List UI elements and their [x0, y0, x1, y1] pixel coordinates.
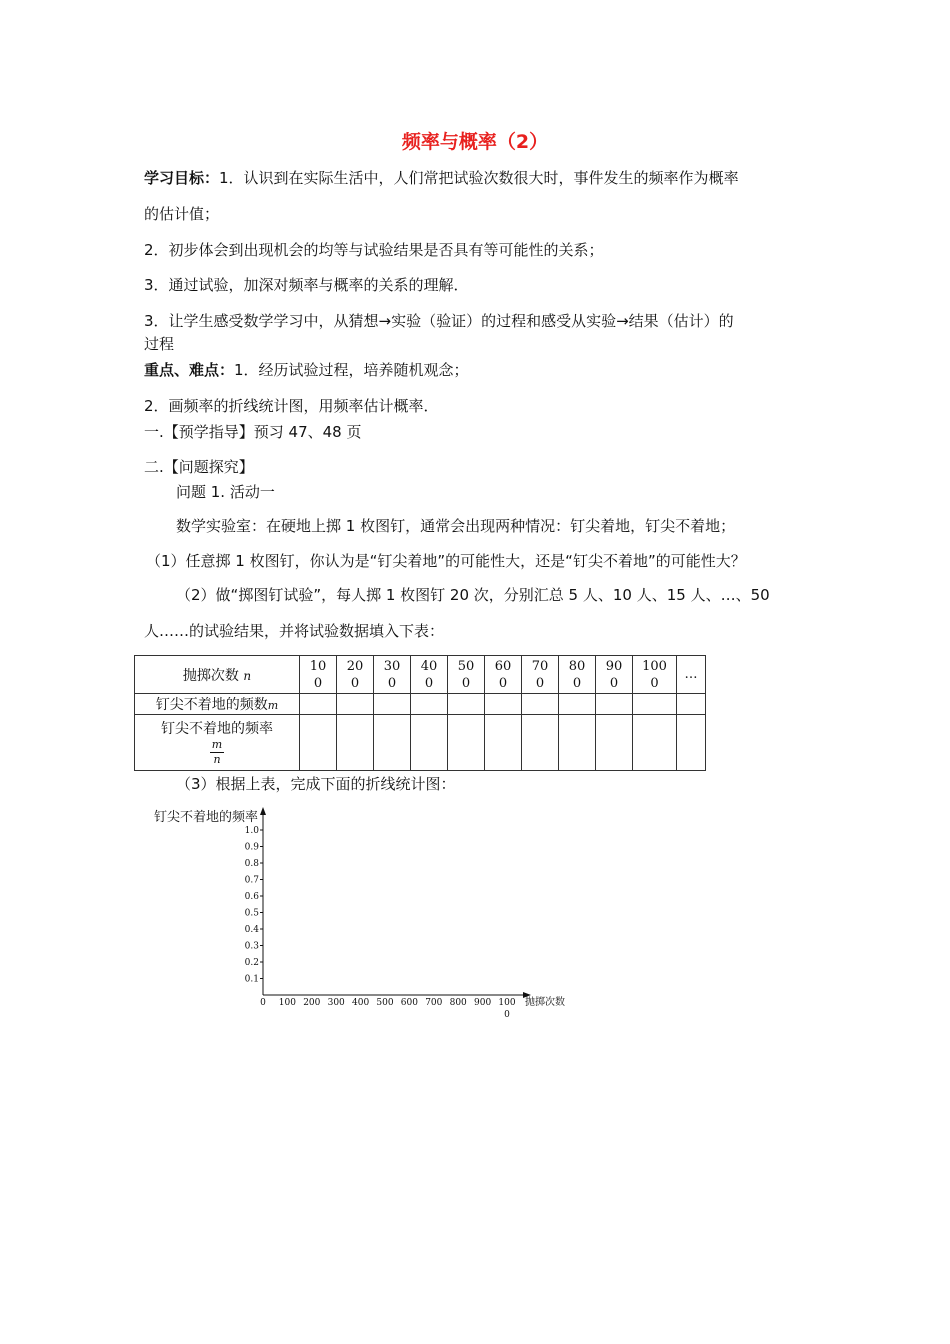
col-top: 80 [568, 658, 586, 674]
y-tick-label: 0.8 [244, 859, 259, 869]
col-bottom: 0 [313, 675, 323, 691]
y-tick-label: 0.3 [244, 941, 259, 952]
empty-cell [300, 715, 337, 771]
x-tick-label: 700 [425, 998, 443, 1008]
col-bottom: 0 [387, 675, 397, 691]
goals-item1-line1: 1．认识到在实际生活中，人们常把试验次数很大时，事件发生的频率作为概率 [219, 169, 739, 187]
col-cell [448, 656, 485, 694]
goals-label: 学习目标： [144, 169, 220, 187]
empty-cell [411, 694, 448, 715]
y-tick-label: 0.2 [244, 958, 259, 968]
fraction-numerator: m [211, 738, 223, 751]
goals-item1-line2: 的估计值； [144, 205, 220, 223]
col-bottom: 0 [498, 675, 508, 691]
empty-cell [485, 715, 522, 771]
section-2: 二.【问题探究】 [144, 458, 254, 476]
fraction-denominator: n [213, 753, 221, 766]
empty-cell [411, 715, 448, 771]
col-top: 90 [605, 658, 623, 674]
empty-cell [596, 715, 633, 771]
question-1: （1）任意掷 1 枚图钉，你认为是“钉尖着地”的可能性大，还是“钉尖不着地”的可能性大？ [146, 552, 746, 570]
empty-cell [374, 715, 411, 771]
empty-cell [522, 694, 559, 715]
col-cell [633, 656, 677, 694]
col-top: 10 [309, 658, 327, 674]
table-row [135, 694, 706, 715]
empty-cell [677, 715, 706, 771]
empty-cell [448, 694, 485, 715]
x-tick-label: 100 [498, 998, 516, 1008]
row1-label-cell [135, 694, 300, 715]
empty-cell [337, 715, 374, 771]
key-points-item2: 2．画频率的折线统计图，用频率估计概率． [144, 397, 439, 415]
col-cell [559, 656, 596, 694]
col-top: … [684, 667, 698, 682]
col-top: 20 [346, 658, 364, 674]
chart-y-axis-label: 钉尖不着地的频率 [154, 810, 259, 825]
col-top: 30 [383, 658, 401, 674]
y-tick-label: 0.1 [244, 974, 259, 985]
x-tick-label: 500 [376, 998, 394, 1008]
col-bottom: 0 [609, 675, 619, 691]
key-points-label: 重点、难点： [144, 361, 235, 379]
col-cell [485, 656, 522, 694]
col-cell [300, 656, 337, 694]
x-tick-label: 900 [474, 998, 492, 1008]
table-row [135, 715, 706, 771]
key-points-item1: 1．经历试验过程，培养随机观念； [234, 361, 469, 379]
lab-text: 数学实验室：在硬地上掷 1 枚图钉，通常会出现两种情况：钉尖着地，钉尖不着地； [176, 517, 736, 535]
frequency-line-chart [230, 805, 590, 1025]
y-tick-label: 1.0 [244, 826, 259, 836]
x-tick-label: 0 [504, 1010, 510, 1020]
problem-title: 问题 1. 活动一 [176, 483, 275, 501]
x-axis-label: 抛掷次数 [525, 997, 565, 1008]
x-tick-label: 100 [278, 998, 296, 1008]
empty-cell [677, 694, 706, 715]
col-bottom: 0 [572, 675, 582, 691]
col-cell [374, 656, 411, 694]
col-bottom: 0 [461, 675, 471, 691]
y-tick-label: 0.7 [244, 875, 259, 886]
key-points-line-1 [144, 360, 469, 380]
x-tick-label: 200 [303, 998, 321, 1008]
col-top: 70 [531, 658, 549, 674]
empty-cell [448, 715, 485, 771]
x-tick-label: 400 [352, 998, 370, 1008]
col-top: 50 [457, 658, 475, 674]
header-var: n [243, 668, 252, 683]
goals-item4-line1: 3．让学生感受数学学习中，从猜想→实验（验证）的过程和感受从实验→结果（估计）的 [144, 312, 734, 330]
table-header-row [135, 656, 706, 694]
x-tick-label: 0 [260, 998, 266, 1008]
empty-cell [300, 694, 337, 715]
row2-label: 钉尖不着地的频率 [161, 721, 273, 737]
header-label-cell [135, 656, 300, 694]
row2-label-cell [135, 715, 300, 771]
row1-var: m [267, 699, 279, 712]
y-tick-label: 0.9 [244, 842, 259, 853]
question-2-line-2: 人……的试验结果，并将试验数据填入下表： [144, 622, 445, 640]
section-1: 一.【预学指导】预习 47、48 页 [144, 423, 362, 441]
page-title: 频率与概率（2） [401, 131, 549, 153]
goals-line-1 [144, 168, 739, 188]
col-top: 40 [420, 658, 438, 674]
col-bottom: 0 [350, 675, 360, 691]
col-cell [596, 656, 633, 694]
col-top: 100 [642, 658, 667, 674]
col-bottom: 0 [424, 675, 434, 691]
question-3: （3）根据上表，完成下面的折线统计图： [176, 775, 456, 793]
empty-cell [337, 694, 374, 715]
col-cell [522, 656, 559, 694]
fraction [210, 738, 224, 767]
empty-cell [485, 694, 522, 715]
x-tick-label: 300 [327, 998, 345, 1008]
col-cell [337, 656, 374, 694]
x-tick-label: 600 [400, 998, 418, 1008]
goals-item4-line2: 过程 [144, 335, 175, 353]
question-2-line-1: （2）做“掷图钉试验”，每人掷 1 枚图钉 20 次，分别汇总 5 人、10 人、15 人、…、50 [176, 586, 770, 604]
row1-label: 钉尖不着地的频数 [155, 697, 268, 713]
empty-cell [522, 715, 559, 771]
y-axis-arrow [260, 807, 266, 815]
empty-cell [596, 694, 633, 715]
goals-item2: 2．初步体会到出现机会的均等与试验结果是否具有等可能性的关系； [144, 241, 604, 259]
empty-cell [633, 694, 677, 715]
y-tick-label: 0.5 [244, 908, 259, 919]
empty-cell [633, 715, 677, 771]
empty-cell [374, 694, 411, 715]
col-bottom: 0 [535, 675, 545, 691]
x-tick-label: 800 [449, 998, 467, 1008]
empty-cell [559, 715, 596, 771]
experiment-table [134, 655, 706, 771]
y-tick-label: 0.6 [244, 892, 259, 902]
col-top: 60 [494, 658, 512, 674]
col-bottom: 0 [650, 675, 659, 691]
goals-item3: 3．通过试验，加深对频率与概率的关系的理解． [144, 276, 469, 294]
col-cell [677, 656, 706, 694]
y-tick-label: 0.4 [244, 925, 259, 935]
col-cell [411, 656, 448, 694]
header-label: 抛掷次数 [182, 667, 239, 684]
empty-cell [559, 694, 596, 715]
